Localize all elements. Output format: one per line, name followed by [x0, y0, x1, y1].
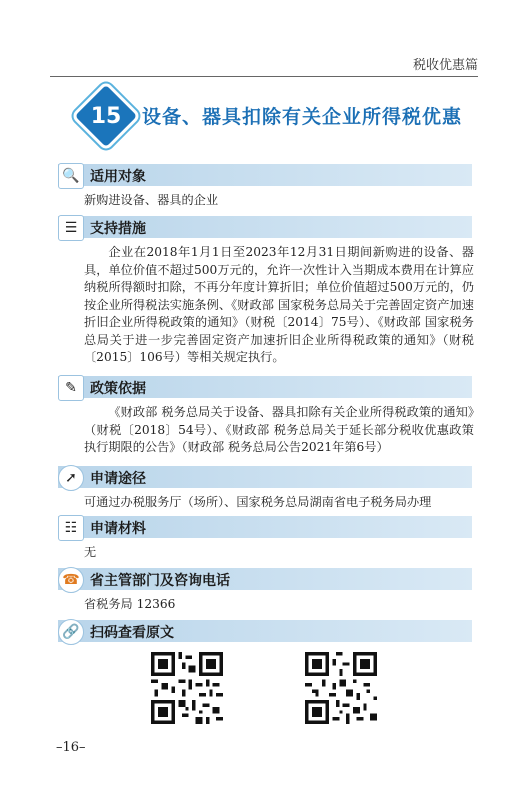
section-title-contact: 省主管部门及咨询电话	[90, 573, 230, 589]
title-block	[74, 88, 474, 148]
section-title-materials: 申请材料	[90, 521, 146, 537]
qr-code-graphic-2	[305, 652, 377, 724]
section-body-policy: 《财政部 税务总局关于设备、器具扣除有关企业所得税政策的通知》（财税〔2018〕54号）、《财政部 税务总局关于延长部分税收优惠政策执行期限的公告》（财政部 税务总局公告2021年第6号）	[84, 405, 474, 454]
qr-code-icon[interactable]	[305, 652, 377, 724]
section-title-applicable: 适用对象	[90, 169, 146, 185]
header-section-label: 税收优惠篇	[412, 58, 478, 73]
notebook-icon: ☷	[58, 515, 84, 541]
header-rule	[50, 76, 478, 77]
badge-number: 15	[90, 103, 122, 129]
qr-code-icon[interactable]	[151, 652, 223, 724]
section-title-scan: 扫码查看原文	[90, 625, 174, 641]
section-body-materials: 无	[84, 545, 97, 559]
qr-code-graphic-1	[151, 652, 223, 724]
policy-doc-icon: ✎	[58, 375, 84, 401]
phone-icon: ☎	[58, 567, 84, 593]
section-title-measures: 支持措施	[90, 221, 146, 237]
section-title-policy: 政策依据	[90, 381, 146, 397]
section-body-contact: 省税务局 12366	[84, 597, 176, 611]
compass-icon: ➚	[58, 465, 84, 491]
page-title: 设备、器具扣除有关企业所得税优惠	[142, 106, 463, 128]
section-body-applicable: 新购进设备、器具的企业	[84, 193, 219, 207]
document-list-icon: ☰	[58, 215, 84, 241]
section-body-channel: 可通过办税服务厅（场所）、国家税务总局湖南省电子税务局办理	[84, 495, 432, 509]
section-body-measures: 企业在2018年1月1日至2023年12月31日期间新购进的设备、器具，单位价值不超过500万元的，允许一次性计入当期成本费用在计算应纳税所得额时扣除，不再分年度计算折旧；单位价值超过500万元的，仍按企业所得税法实施条例、《财政部 国家税务总局关于完善固定资产加速折旧企业所得税政策的通知》（财税〔2014〕75号）、《财政部 国家税务总局关于进一步完善固定资产加速折旧企业所得税政策的通知》（财税〔2015〕106号）等相关规定执行。	[84, 245, 474, 364]
section-title-channel: 申请途径	[90, 471, 146, 487]
link-icon: 🔗	[58, 619, 84, 645]
page-number: –16–	[56, 740, 86, 755]
user-search-icon: 🔍	[58, 163, 84, 189]
